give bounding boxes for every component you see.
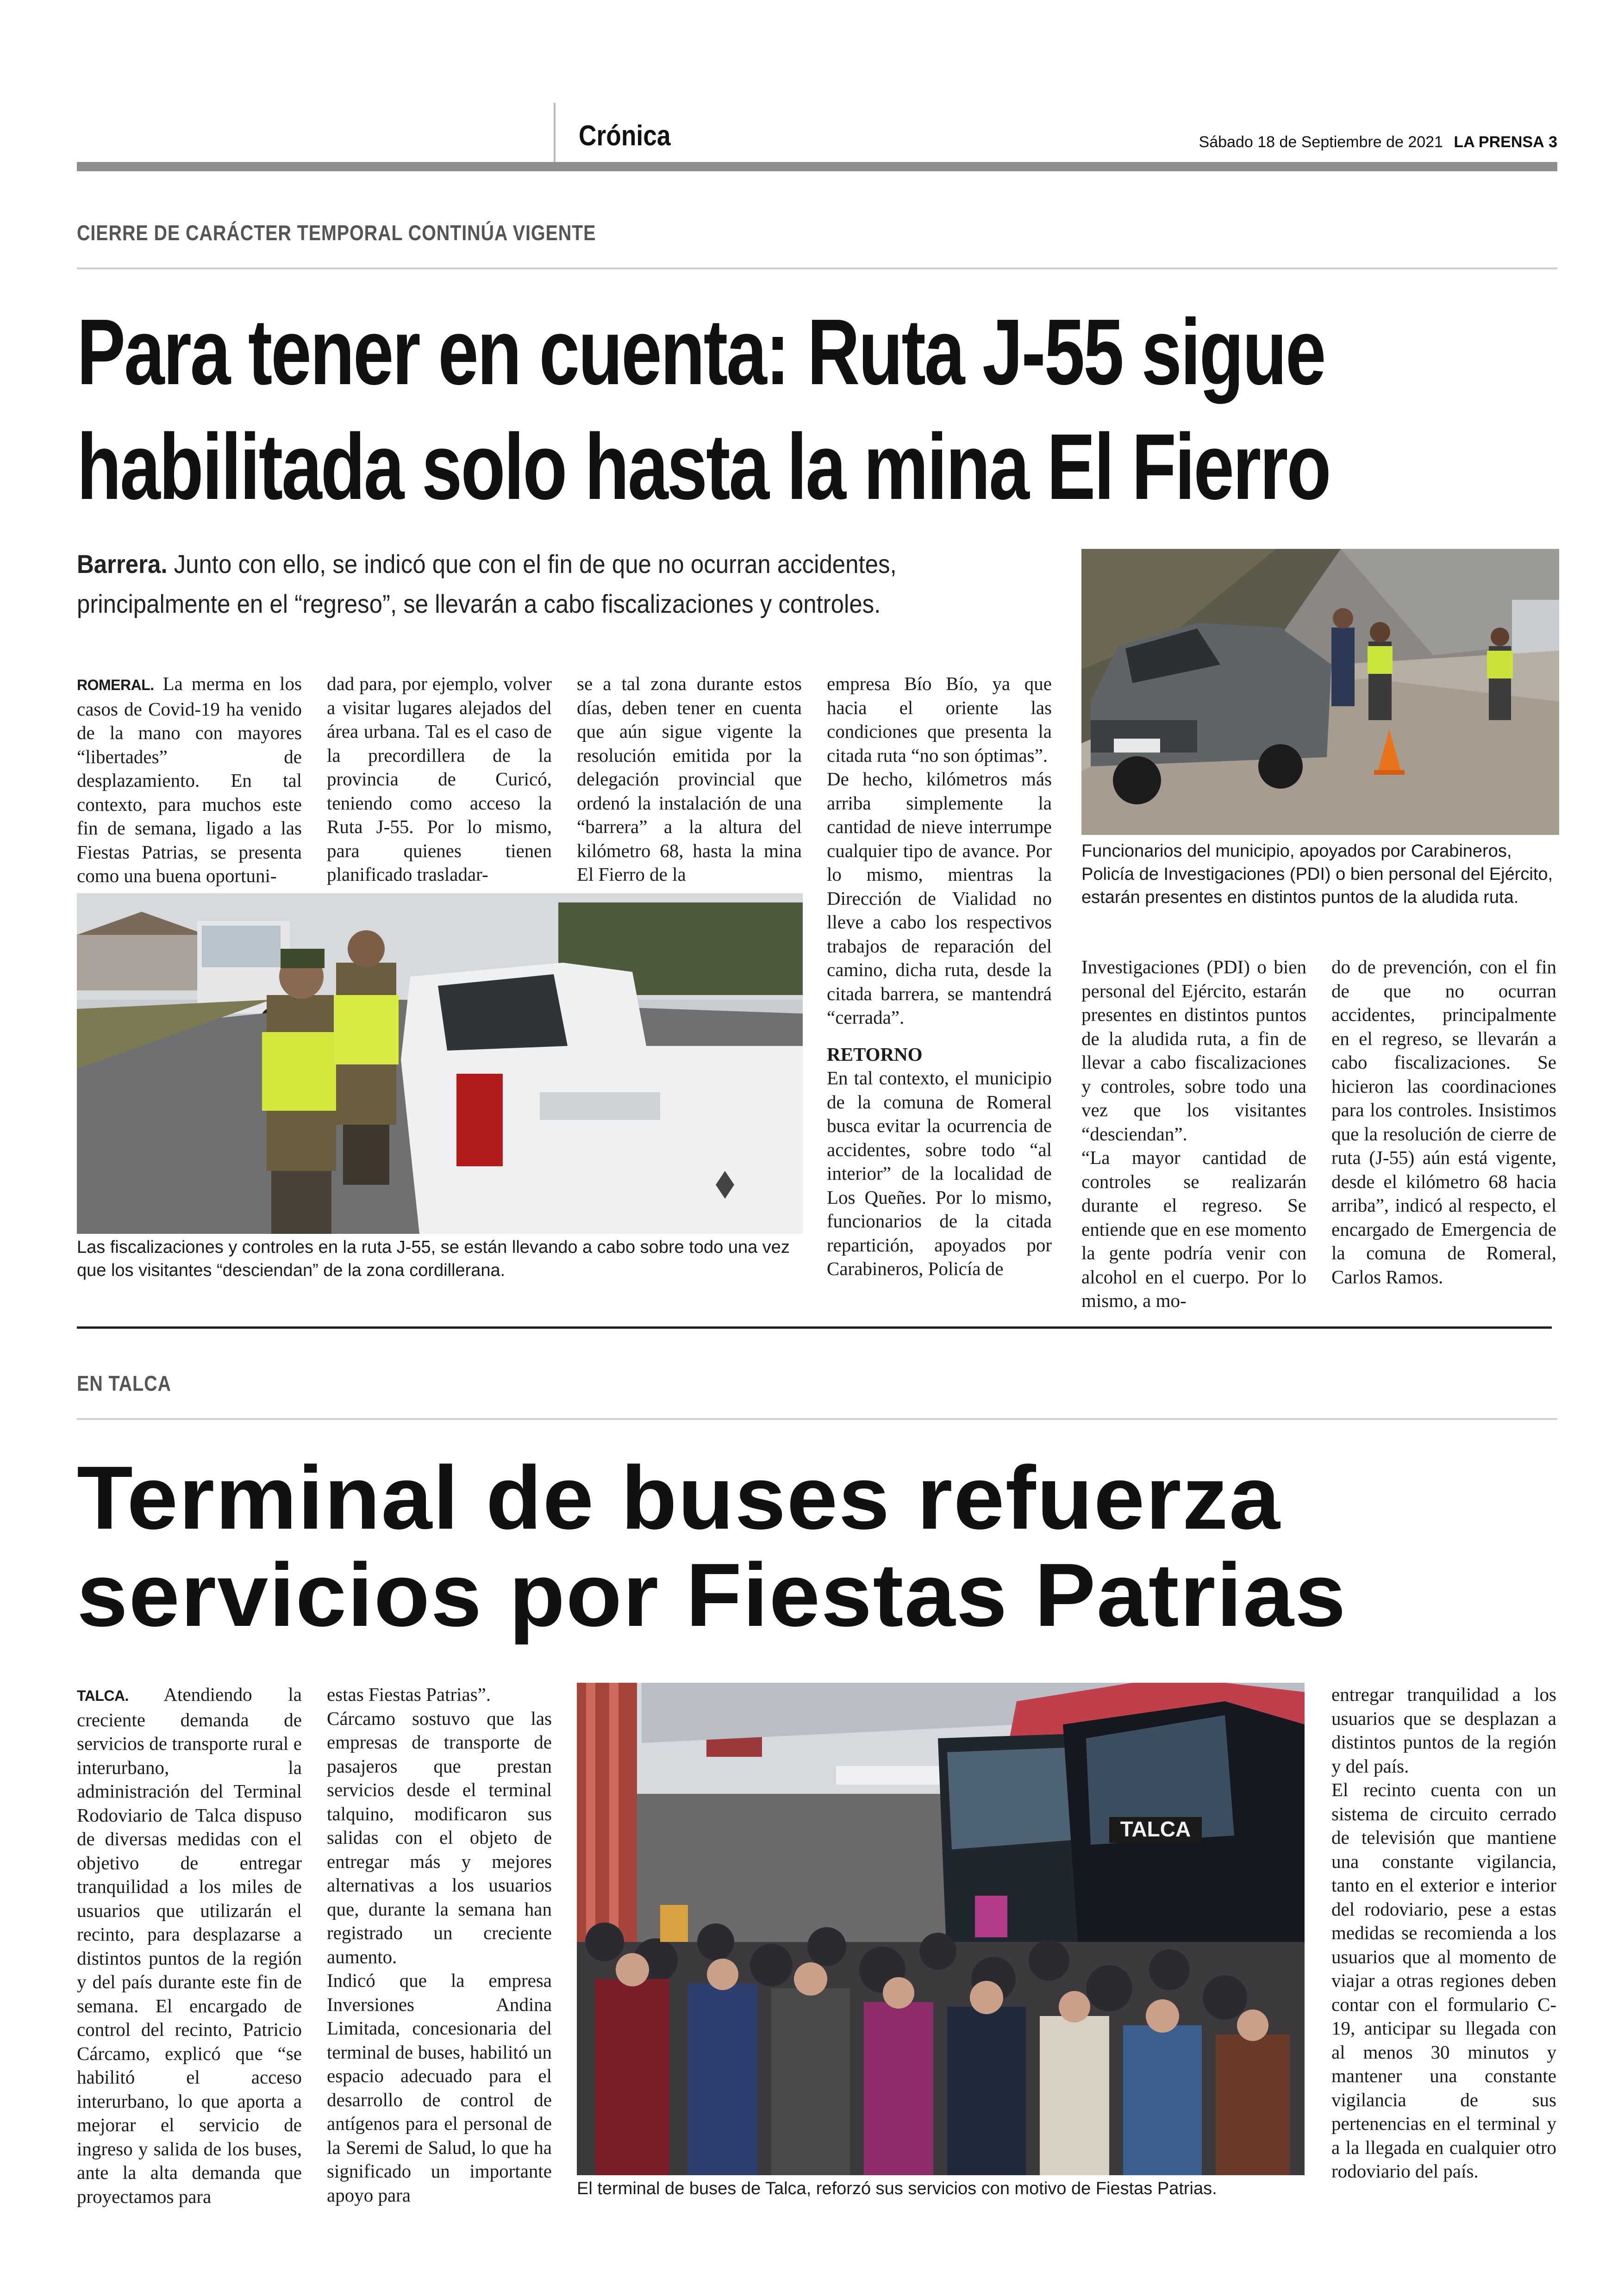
photo-checkpoint [1081,549,1559,835]
body-text: Investigaciones (PDI) o bien personal del Ejército, estarán presentes en distintos puntos de la aludida ruta, a fin de llevar a cabo fiscalizaciones y controles, sobre todo una vez que los visitantes “desciendan”. [1081,956,1306,1145]
body-text: do de prevención, con el fin de que no ocurran accidentes, principalmente en el regreso, se llevarán a cabo fiscalizaciones. Se hicieron las coordinaciones para los controles. Insistimos que la resolución de cierre de ruta (J-55) aún está vigente, desde el kilómetro 68 hacia arriba”, indicó al respecto, el encargado de Emergencia de la comuna de Romeral, Carlos Ramos. [1331,956,1556,1288]
article1-col-2 [327,672,552,887]
header-date-line [1199,133,1557,151]
section-divider [554,103,556,164]
article1-col-5 [1081,955,1306,1313]
body-text: “La mayor cantidad de controles se realizarán durante el regreso. Se entiende que en ese momento la gente podría venir con alcohol en el cuerpo. Por lo mismo, a mo- [1081,1147,1306,1311]
deck-line-2: principalmente en el “regreso”, se llevarán a cabo fiscalizaciones y controles. [77,589,881,618]
road-control-illustration [77,893,803,1234]
deck-line-1: Junto con ello, se indicó que con el fin de que no ocurran accidentes, [174,549,897,579]
subhead-retorno: RETORNO [827,1043,923,1065]
header-rule [77,162,1557,171]
headline-line-1: Terminal de buses refuerza [77,1448,1281,1548]
body-text: Cárcamo sostuvo que las empresas de transporte de pasajeros que prestan servicios desde el terminal talquino, modificaron sus salidas con el objeto de entregar más y mejores alternativas a los usuarios que, durante la semana han registrado un creciente aumento. [327,1707,552,1967]
article1-deck [77,544,897,624]
kicker-rule [77,1418,1557,1420]
section-name: Crónica [579,120,671,152]
body-text: empresa Bío Bío, ya que hacia el oriente las condiciones que presenta la citada ruta “no son óptimas”. [827,673,1052,766]
terminal-illustration [577,1683,1305,2175]
article1-col-4 [827,672,1052,1281]
article1-kicker: CIERRE DE CARÁCTER TEMPORAL CONTINÚA VIGENTE [77,221,596,245]
article2-headline [77,1450,1347,1644]
checkpoint-illustration [1081,549,1559,835]
headline-line-2: habilitada solo hasta la mina El Fierro [77,414,1330,519]
article2-kicker: EN TALCA [77,1371,171,1395]
article2-col-3 [1331,1683,1556,2184]
article1-col-6 [1331,955,1556,1289]
body-text: se a tal zona durante estos días, deben tener en cuenta que aún sigue vigente la resolución emitida por la delegación provincial que ordenó la instalación de una “barrera” a la altura del kilómetro 68, hasta la mina El Fierro de la [577,673,802,885]
photo-road-control [77,893,803,1234]
headline-line-2: servicios por Fiestas Patrias [77,1545,1347,1645]
deck-label: Barrera. [77,549,168,579]
body-text: estas Fiestas Patrias”. [327,1684,491,1705]
headline-line-1: Para tener en cuenta: Ruta J-55 sigue [77,299,1325,404]
caption-road-control: Las fiscalizaciones y controles en la ruta J-55, se están llevando a cabo sobre todo una vez que los visitantes “desciendan” de la zona cordillerana. [77,1238,790,1280]
body-text: De hecho, kilómetros más arriba simplemente la cantidad de nieve interrumpe cualquier tipo de avance. Por lo mismo, mientras la Dirección de Vialidad no lleve a cabo los respectivos trabajos de reparación del camino, dicha ruta, desde la citada barrera, se mantendrá “cerrada”. [827,768,1052,1028]
bus-destination-sign: TALCA [1120,1817,1191,1841]
article1-col-1 [77,672,302,888]
article2-col-1 [77,1683,302,2209]
body-text: Indicó que la empresa Inversiones Andina Limitada, concesionaria del terminal de buses, habilitó un espacio adecuado para el desarrollo de control de antígenos para el personal de la Seremi de Salud, lo que ha significado un importante apoyo para [327,1970,552,2206]
article1-headline [77,294,1330,524]
body-text: Atendiendo la creciente demanda de servicios de transporte rural e interurbano, la administración del Terminal Rodoviario de Talca dispuso de diversas medidas con el objetivo de entregar tranquilidad a los miles de usuarios que utilizarán el recinto, para desplazarse a distintos puntos de la región y del país durante este fin de semana. El encargado de control del recinto, Patricio Cárcamo, explicó que “se habilitó el acceso interurbano, lo que aporta a mejorar el servicio de ingreso y salida de los buses, ante la alta demanda que proyectamos para [77,1684,302,2207]
caption-bus-terminal: El terminal de buses de Talca, reforzó sus servicios con motivo de Fiestas Patrias. [577,2179,1217,2198]
caption-checkpoint: Funcionarios del municipio, apoyados por Carabineros, Policía de Investigaciones (PDI) o bien personal del Ejército, estarán presentes en distintos puntos de la aludida ruta. [1081,841,1553,907]
article-separator [77,1326,1552,1329]
kicker-rule [77,268,1557,269]
body-text: En tal contexto, el municipio de la comuna de Romeral busca evitar la ocurrencia de accidentes, sobre todo “al interior” de la localidad de Los Queñes. Por lo mismo, funcionarios de la citada repartición, apoyados por Carabineros, Policía de [827,1067,1052,1279]
article2-col-2 [327,1683,552,2207]
body-text: dad para, por ejemplo, volver a visitar lugares alejados del área urbana. Tal es el caso de la precordillera de la provincia de Curicó, teniendo como acceso la Ruta J-55. Por lo mismo, para quienes tienen planificado trasladar- [327,673,552,885]
issue-date: Sábado 18 de Septiembre de 2021 [1199,133,1443,151]
article1-col-3 [577,672,802,887]
dateline: ROMERAL. [77,677,154,693]
body-text: entregar tranquilidad a los usuarios que se desplazan a distintos puntos de la región y del país. [1331,1684,1556,1777]
body-text: El recinto cuenta con un sistema de circuito cerrado de televisión que mantiene una constante vigilancia, tanto en el exterior e interior del rodoviario, pese a estas medidas se recomienda a los usuarios que al momento de viajar a otras regiones deben contar con el formulario C-19, anticipar su llegada con al menos 30 minutos y mantener una constante vigilancia de sus pertenencias en el terminal y a la llegada en cualquier otro rodoviario del país. [1331,1779,1556,2182]
body-text: La merma en los casos de Covid-19 ha venido de la mano con mayores “libertades” de desplazamiento. En tal contexto, para muchos este fin de semana, ligado a las Fiestas Patrias, se presenta como una buena oportuni- [77,673,302,886]
dateline: TALCA. [77,1687,129,1704]
paper-name: LA PRENSA [1454,133,1544,151]
page-number: 3 [1549,133,1557,151]
photo-bus-terminal [577,1683,1305,2175]
